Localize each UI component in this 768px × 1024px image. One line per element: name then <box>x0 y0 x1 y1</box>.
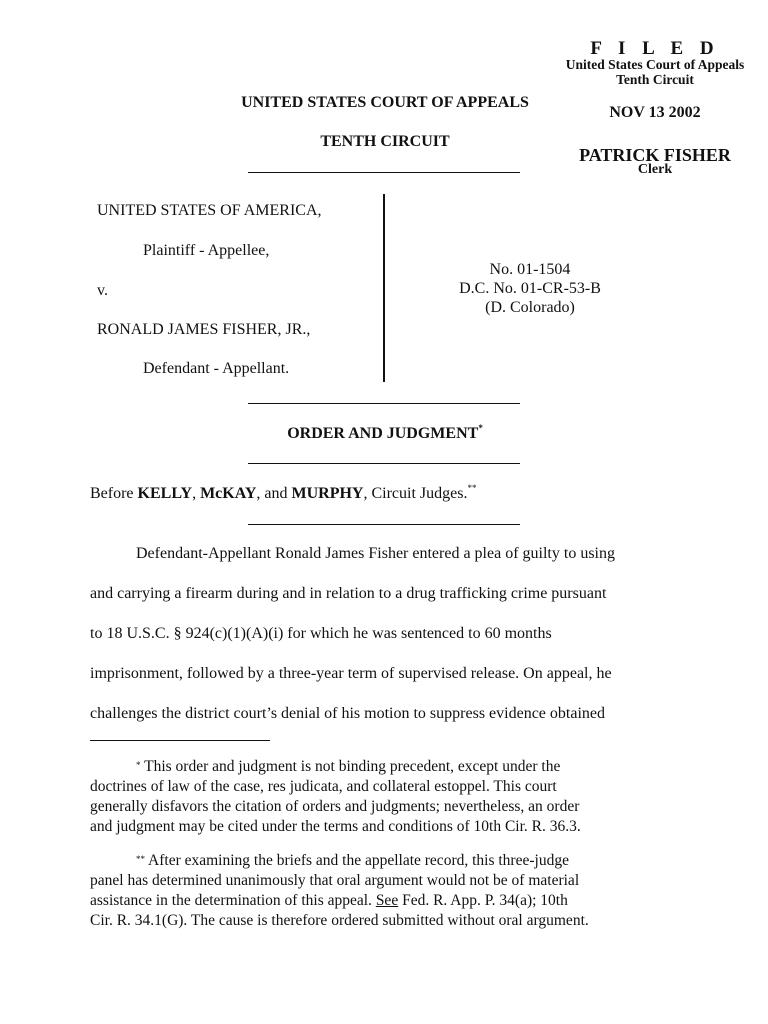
footnote-marker: ** <box>136 854 145 864</box>
plaintiff-name: UNITED STATES OF AMERICA, <box>97 202 322 219</box>
panel-separator: , <box>192 485 201 502</box>
footnote-line: Cir. R. 34.1(G). The cause is therefore ordered submitted without oral argument. <box>90 912 589 929</box>
divider-rule <box>248 524 520 525</box>
footnote-text: This order and judgment is not binding precedent, except under the <box>144 758 561 775</box>
versus-label: v. <box>97 282 108 299</box>
caption-divider <box>383 194 385 382</box>
footnote-1 <box>90 757 680 837</box>
body-line-text: Defendant-Appellant Ronald James Fisher entered a plea of guilty to using <box>136 545 615 562</box>
panel-before: Before <box>90 485 138 502</box>
defendant-name: RONALD JAMES FISHER, JR., <box>97 321 311 338</box>
docket-number: No. 01-1504 <box>489 261 571 278</box>
divider-rule <box>248 403 520 404</box>
defendant-role: Defendant - Appellant. <box>143 360 290 377</box>
plaintiff-role: Plaintiff - Appellee, <box>143 242 270 259</box>
footnote-line <box>90 891 680 911</box>
footnote-2 <box>90 851 680 931</box>
judge-name: MURPHY <box>291 485 364 502</box>
filed-stamp-court <box>540 57 768 87</box>
judge-name: McKAY <box>200 485 257 502</box>
filed-date: NOV 13 2002 <box>609 104 701 121</box>
footnote-marker: ** <box>467 483 477 493</box>
footnote-line: doctrines of law of the case, res judicata, and collateral estoppel. This court <box>90 778 557 795</box>
footnote-line: panel has determined unanimously that oral argument would not be of material <box>90 872 580 889</box>
filed-stamp-title: F I L E D <box>590 38 720 59</box>
document-title <box>190 425 580 443</box>
body-line: imprisonment, followed by a three-year term of supervised release. On appeal, he <box>90 665 612 682</box>
docket-block <box>430 260 630 317</box>
footnote-text: After examining the briefs and the appellate record, this three-judge <box>148 852 569 869</box>
court-name: UNITED STATES COURT OF APPEALS <box>241 94 529 111</box>
judge-name: KELLY <box>137 485 193 502</box>
footnote-line <box>90 757 680 777</box>
footnote-text: Fed. R. App. P. 34(a); 10th <box>398 892 568 909</box>
panel-line <box>90 485 476 503</box>
body-paragraph <box>90 534 670 734</box>
document-title-text: ORDER AND JUDGMENT <box>287 425 479 442</box>
footnote-marker: * <box>136 760 141 770</box>
panel-separator: , and <box>256 485 292 502</box>
body-line: challenges the district court’s denial of his motion to suppress evidence obtained <box>90 705 605 722</box>
footnote-line: generally disfavors the citation of orders and judgments; nevertheless, an order <box>90 798 580 815</box>
filed-stamp-court-name: United States Court of Appeals <box>565 57 745 72</box>
divider-rule <box>248 172 520 173</box>
clerk-name: PATRICK FISHER <box>579 145 731 165</box>
body-line <box>90 534 670 574</box>
district-name: (D. Colorado) <box>485 299 575 316</box>
filed-stamp-circuit: Tenth Circuit <box>616 72 694 87</box>
body-line: to 18 U.S.C. § 924(c)(1)(A)(i) for which he was sentenced to 60 months <box>90 625 552 642</box>
footnote-line <box>90 851 680 871</box>
footnote-separator <box>90 740 270 741</box>
footnote-marker: * <box>478 423 483 433</box>
footnote-text: assistance in the determination of this appeal. <box>90 892 376 909</box>
court-circuit: TENTH CIRCUIT <box>320 133 450 150</box>
district-case-number: D.C. No. 01-CR-53-B <box>459 280 601 297</box>
footnote-line: and judgment may be cited under the terms and conditions of 10th Cir. R. 36.3. <box>90 818 581 835</box>
body-line: and carrying a firearm during and in relation to a drug trafficking crime pursuant <box>90 585 607 602</box>
clerk-title: Clerk <box>637 162 673 177</box>
panel-suffix: , Circuit Judges. <box>363 485 468 502</box>
divider-rule <box>248 463 520 464</box>
citation-signal: See <box>375 892 399 909</box>
